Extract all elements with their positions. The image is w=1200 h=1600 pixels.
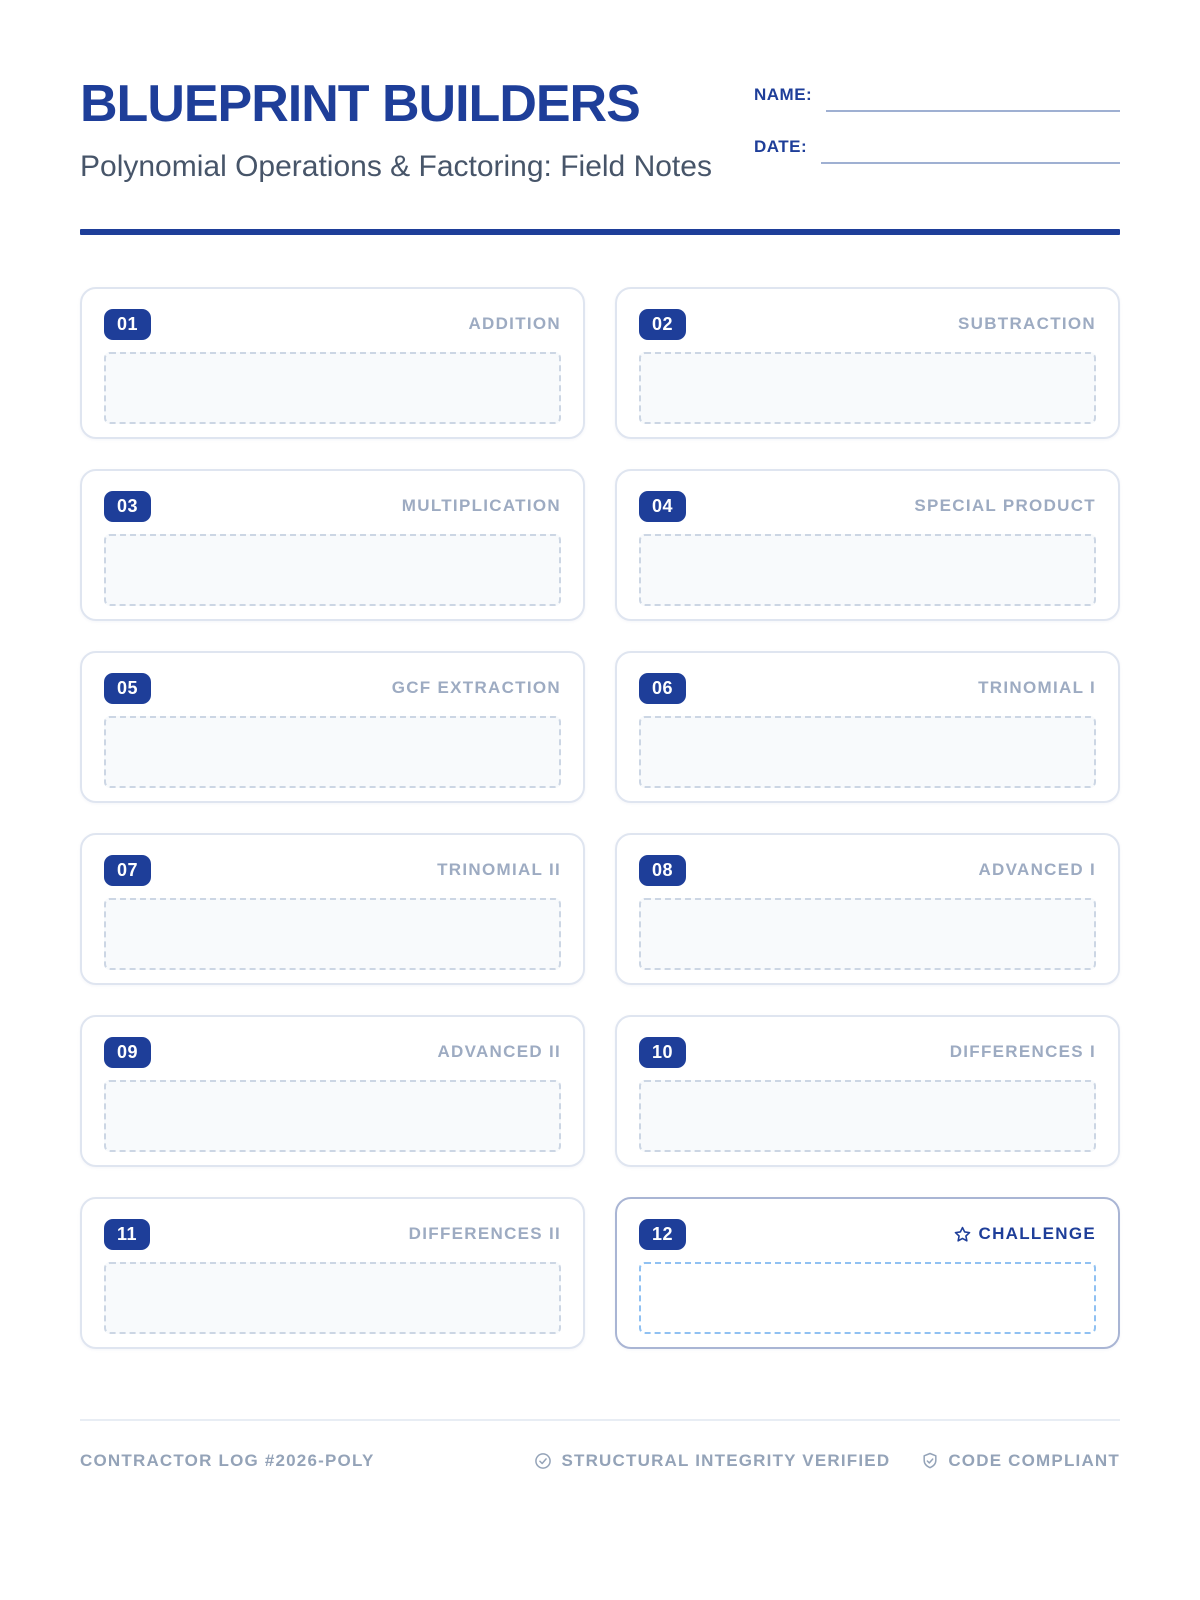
card-header	[104, 1219, 561, 1250]
card-topic-text: SUBTRACTION	[957, 314, 1096, 334]
card-header	[104, 855, 561, 886]
card-topic-label	[437, 860, 561, 880]
card-topic-label	[402, 496, 561, 516]
card-number-badge: 08	[639, 855, 686, 886]
card-topic-text: DIFFERENCES I	[949, 1042, 1096, 1062]
card-topic-text: ADDITION	[468, 314, 561, 334]
student-fields	[754, 76, 1120, 189]
answer-box[interactable]	[639, 352, 1096, 424]
card-topic-text: MULTIPLICATION	[401, 496, 561, 516]
card-header	[104, 673, 561, 704]
header-divider	[80, 229, 1120, 235]
card-number-badge: 05	[104, 673, 151, 704]
compliant-text: CODE COMPLIANT	[948, 1450, 1120, 1470]
name-line[interactable]	[826, 84, 1120, 112]
problem-card	[615, 469, 1120, 621]
verified-text: STRUCTURAL INTEGRITY VERIFIED	[561, 1450, 891, 1470]
problem-card	[615, 1197, 1120, 1349]
problem-card	[80, 651, 585, 803]
card-header	[639, 673, 1096, 704]
compliant-badge	[920, 1451, 1120, 1471]
problem-card	[80, 1197, 585, 1349]
card-number-badge: 06	[639, 673, 686, 704]
problem-card	[615, 1015, 1120, 1167]
name-field	[754, 84, 1120, 112]
card-topic-label	[978, 860, 1096, 880]
card-header	[639, 1219, 1096, 1250]
card-header	[639, 855, 1096, 886]
answer-box[interactable]	[639, 898, 1096, 970]
card-topic-label	[437, 1042, 561, 1062]
header-title-block	[80, 76, 720, 189]
card-topic-label	[978, 678, 1096, 698]
answer-box[interactable]	[639, 1080, 1096, 1152]
answer-box[interactable]	[639, 716, 1096, 788]
date-line[interactable]	[821, 136, 1120, 164]
page-subtitle: Polynomial Operations & Factoring: Field Notes	[80, 150, 712, 184]
card-number-badge: 11	[104, 1219, 150, 1250]
card-number-badge: 01	[104, 309, 151, 340]
shield-check-icon	[920, 1451, 940, 1471]
worksheet-grid	[80, 287, 1120, 1349]
card-topic-text: CHALLENGE	[978, 1224, 1096, 1244]
card-topic-text: DIFFERENCES II	[408, 1224, 561, 1244]
card-topic-text: TRINOMIAL I	[978, 678, 1096, 698]
answer-box[interactable]	[104, 1262, 561, 1334]
card-number-badge: 04	[639, 491, 686, 522]
card-topic-label	[468, 314, 561, 334]
card-topic-text: ADVANCED II	[437, 1042, 561, 1062]
card-header	[104, 309, 561, 340]
footer	[80, 1419, 1120, 1471]
header	[80, 0, 1120, 189]
card-header	[639, 1037, 1096, 1068]
card-number-badge: 03	[104, 491, 151, 522]
card-number-badge: 09	[104, 1037, 151, 1068]
card-topic-text: TRINOMIAL II	[437, 860, 561, 880]
answer-box[interactable]	[104, 898, 561, 970]
card-header	[639, 309, 1096, 340]
card-topic-label	[392, 678, 561, 698]
card-number-badge: 12	[639, 1219, 686, 1250]
problem-card	[615, 651, 1120, 803]
card-topic-text: SPECIAL PRODUCT	[914, 496, 1096, 516]
card-number-badge: 02	[639, 309, 686, 340]
card-topic-label	[409, 1224, 561, 1244]
answer-box[interactable]	[104, 534, 561, 606]
verified-badge	[533, 1451, 890, 1471]
card-topic-label	[914, 496, 1096, 516]
card-number-badge: 07	[104, 855, 151, 886]
card-topic-label	[950, 1042, 1096, 1062]
problem-card	[80, 287, 585, 439]
problem-card	[80, 1015, 585, 1167]
problem-card	[80, 833, 585, 985]
answer-box[interactable]	[104, 716, 561, 788]
problem-card	[615, 833, 1120, 985]
card-topic-label	[953, 1224, 1096, 1244]
footer-badges	[533, 1451, 1120, 1471]
problem-card	[615, 287, 1120, 439]
card-topic-text: GCF EXTRACTION	[391, 678, 561, 698]
card-topic-label	[958, 314, 1096, 334]
answer-box[interactable]	[639, 1262, 1096, 1334]
circle-check-icon	[533, 1451, 553, 1471]
name-label: NAME:	[754, 85, 813, 104]
page-title: BLUEPRINT BUILDERS	[80, 75, 640, 133]
card-topic-text: ADVANCED I	[978, 860, 1096, 880]
card-header	[639, 491, 1096, 522]
date-label: DATE:	[754, 137, 808, 156]
date-field	[754, 136, 1120, 164]
problem-card	[80, 469, 585, 621]
answer-box[interactable]	[104, 1080, 561, 1152]
card-header	[104, 491, 561, 522]
star-icon	[953, 1225, 972, 1244]
answer-box[interactable]	[639, 534, 1096, 606]
card-number-badge: 10	[639, 1037, 686, 1068]
contractor-log-text: CONTRACTOR LOG #2026-POLY	[80, 1450, 375, 1470]
answer-box[interactable]	[104, 352, 561, 424]
card-header	[104, 1037, 561, 1068]
